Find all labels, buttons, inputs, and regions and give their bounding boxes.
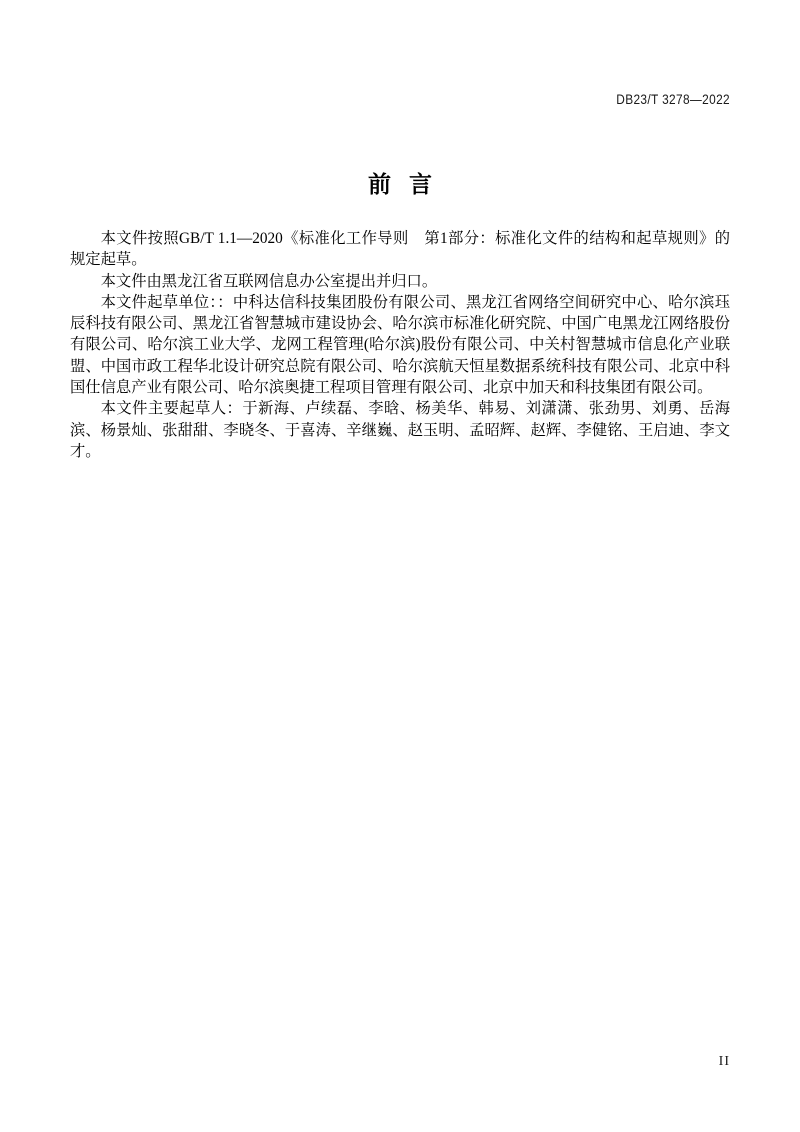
- paragraph-proposing-authority: 本文件由黑龙江省互联网信息办公室提出并归口。: [100, 272, 438, 290]
- paragraph-drafting-organizations: 本文件起草单位：：中科达信科技集团股份有限公司、黑龙江省网络空间研究中心、哈尔滨珏辰科技有限公司、黑龙江省智慧城市建设协会、哈尔滨市标准化研究院、中国广电黑龙江网络股份有限公司、哈尔滨工业大学、龙网工程管理(哈尔滨)股份有限公司、中关村智慧城市信息化产业联盟、中国市政工程华北设计研究总院有限公司、哈尔滨航天恒星数据系统科技有限公司、北京中科国仕信息产业有限公司、哈尔滨奥捷工程项目管理有限公司、北京中加天和科技集团有限公司。: [70, 293, 730, 397]
- running-header-standard-code: DB23/T 3278—2022: [616, 92, 730, 107]
- paragraph-principal-drafters: 本文件主要起草人：于新海、卢续磊、李晗、杨美华、韩易、刘潇潇、张劲男、刘勇、岳海滨、杨景灿、张甜甜、李晓冬、于喜涛、辛继巍、赵玉明、孟昭辉、赵辉、李健铭、王启迪、李文才。: [70, 400, 730, 460]
- paragraph-drafting-basis: 本文件按照GB/T 1.1—2020《标准化工作导则 第1部分：标准化文件的结构和起草规则》的规定起草。: [70, 230, 730, 269]
- page-number: II: [718, 1054, 730, 1069]
- body-text-block: [70, 228, 730, 462]
- page-title: 前言: [368, 172, 450, 198]
